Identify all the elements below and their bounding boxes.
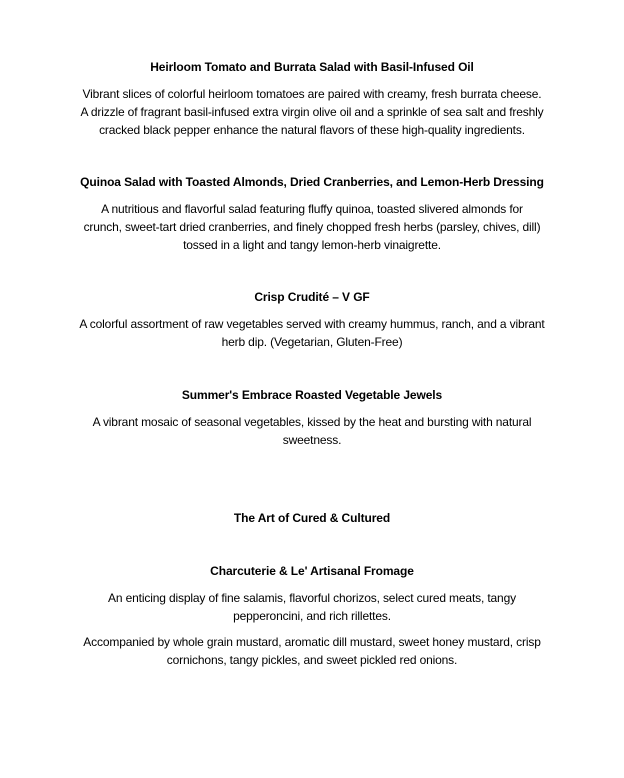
description-line: crunch, sweet-tart dried cranberries, and finely chopped fresh herbs (parsley, chives, dill) xyxy=(83,220,541,234)
menu-item-quinoa-salad xyxy=(62,173,562,254)
menu-item-crudite xyxy=(62,288,562,351)
menu-item-charcuterie xyxy=(62,562,562,669)
description-line: Vibrant slices of colorful heirloom tomatoes are paired with creamy, fresh burrata cheese. xyxy=(82,87,542,101)
description-line: A vibrant mosaic of seasonal vegetables, kissed by the heat and bursting with natural xyxy=(92,415,532,429)
menu-item-description xyxy=(62,315,562,351)
description-line: Accompanied by whole grain mustard, aromatic dill mustard, sweet honey mustard, crisp xyxy=(83,635,541,649)
description-line: A nutritious and flavorful salad featuring fluffy quinoa, toasted slivered almonds for xyxy=(101,202,523,216)
menu-item-title: Summer's Embrace Roasted Vegetable Jewels xyxy=(181,388,443,402)
menu-item-title: Quinoa Salad with Toasted Almonds, Dried Cranberries, and Lemon-Herb Dressing xyxy=(80,175,544,189)
menu-item-description xyxy=(62,85,562,139)
description-line: cracked black pepper enhance the natural flavors of these high-quality ingredients. xyxy=(99,123,525,137)
menu-item-heirloom-tomato-salad xyxy=(62,58,562,139)
description-line: A drizzle of fragrant basil-infused extra virgin olive oil and a sprinkle of sea salt and freshly xyxy=(80,105,544,119)
description-line: herb dip. (Vegetarian, Gluten-Free) xyxy=(221,335,403,349)
description-line: tossed in a light and tangy lemon-herb vinaigrette. xyxy=(183,238,441,252)
description-line: sweetness. xyxy=(282,433,342,447)
menu-item-description xyxy=(62,413,562,449)
menu-item-roasted-vegetables xyxy=(62,386,562,449)
description-line: An enticing display of fine salamis, flavorful chorizos, select cured meats, tangy xyxy=(108,591,516,605)
description-line: A colorful assortment of raw vegetables served with creamy hummus, ranch, and a vibrant xyxy=(79,317,545,331)
menu-item-title: Charcuterie & Le' Artisanal Fromage xyxy=(210,564,414,578)
menu-item-title: Heirloom Tomato and Burrata Salad with Basil-Infused Oil xyxy=(150,60,474,74)
description-line: cornichons, tangy pickles, and sweet pickled red onions. xyxy=(166,653,458,667)
menu-item-title: Crisp Crudité – V GF xyxy=(254,290,370,304)
description-line: pepperoncini, and rich rillettes. xyxy=(233,609,391,623)
menu-item-accompaniments xyxy=(62,633,562,669)
menu-item-description xyxy=(62,589,562,625)
menu-item-description xyxy=(62,200,562,254)
menu-section-heading xyxy=(62,509,562,527)
section-title: The Art of Cured & Cultured xyxy=(233,511,391,525)
